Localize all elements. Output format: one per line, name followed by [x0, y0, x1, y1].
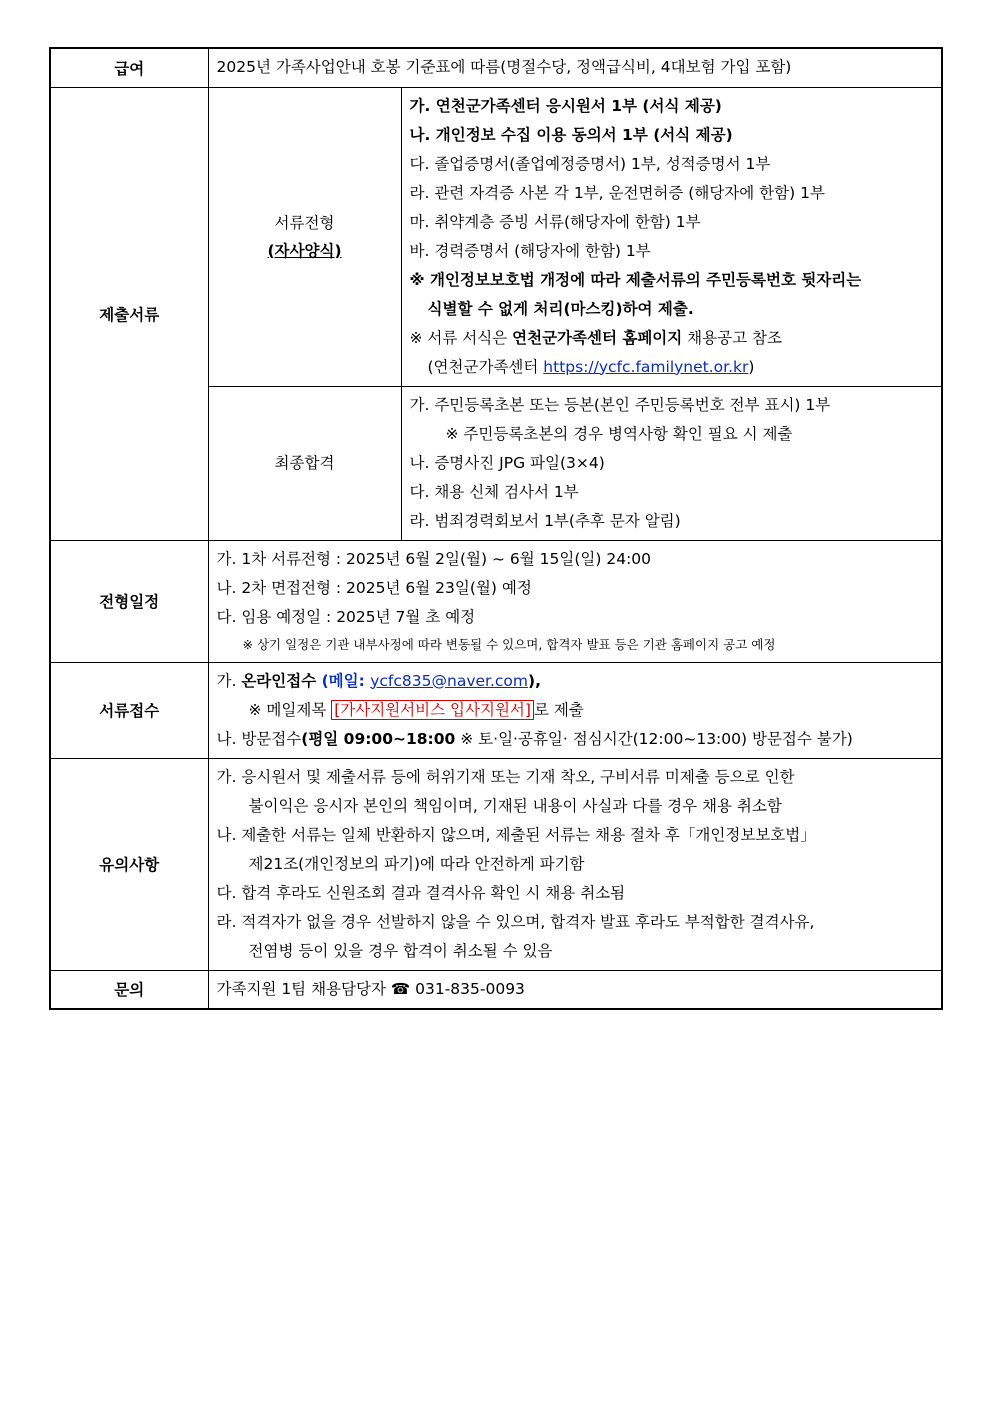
schedule-item: 나. 2차 면접전형 : 2025년 6월 23일(월) 예정 [216, 578, 532, 597]
schedule-item: 다. 임용 예정일 : 2025년 7월 초 예정 [216, 607, 476, 626]
online-receipt [217, 667, 934, 696]
visit-prefix: 나. 방문접수 [216, 729, 302, 748]
schedule-note: ※ 상기 일정은 기관 내부사정에 따라 변동될 수 있으며, 합격자 발표 등은 기관 홈페이지 공고 예정 [242, 636, 776, 652]
screening-documents-list [401, 87, 942, 386]
note-line: 나. 제출한 서류는 일체 반환하지 않으며, 제출된 서류는 채용 절차 후「개인정보보호법」 [216, 825, 816, 844]
mail-subject-note [217, 696, 934, 725]
note-line: 제21조(개인정보의 파기)에 따라 안전하게 파기함 [248, 854, 585, 873]
screening-item: 바. 경력증명서 (해당자에 한함) 1부 [409, 241, 651, 260]
salary-label: 급여 [50, 48, 208, 87]
recruitment-info-table [49, 47, 943, 1010]
salary-row [50, 48, 942, 87]
contact-line [217, 975, 934, 1004]
online-prefix: 가. [216, 671, 242, 690]
receipt-label: 서류접수 [50, 662, 208, 758]
note-line: 전염병 등이 있을 경우 합격이 취소될 수 있음 [248, 941, 553, 960]
contact-person: 가족지원 1팀 채용담당자 [216, 979, 391, 998]
email-link[interactable]: ycfc835@naver.com [370, 671, 529, 690]
final-item: 다. 채용 신체 검사서 1부 [409, 482, 579, 501]
final-documents-list [401, 386, 942, 540]
screening-item: 라. 관련 자격증 사본 각 1부, 운전면허증 (해당자에 한함) 1부 [409, 183, 825, 202]
phone-number: 031-835-0093 [410, 979, 525, 998]
final-label: 최종합격 [208, 386, 401, 540]
form-note-homepage: 연천군가족센터 홈페이지 [512, 328, 683, 347]
note-line: 라. 적격자가 없을 경우 선발하지 않을 수 있으며, 합격자 발표 후라도 부적합한 결격사유, [216, 912, 815, 931]
privacy-note-line1: ※ 개인정보보호법 개정에 따라 제출서류의 주민등록번호 뒷자리는 [409, 270, 862, 289]
screening-item: 나. 개인정보 수집 이용 동의서 1부 (서식 제공) [409, 125, 733, 144]
receipt-row [50, 662, 942, 758]
schedule-label: 전형일정 [50, 540, 208, 662]
online-label: 온라인접수 [241, 671, 317, 690]
homepage-note-prefix: (연천군가족센터 [427, 357, 544, 376]
final-item-note: ※ 주민등록초본의 경우 병역사항 확인 필요 시 제출 [445, 424, 793, 443]
screening-label-line1: 서류전형 [274, 213, 335, 232]
screening-item: 다. 졸업증명서(졸업예정증명서) 1부, 성적증명서 1부 [409, 154, 771, 173]
note-line: 다. 합격 후라도 신원조회 결과 결격사유 확인 시 채용 취소됨 [216, 883, 626, 902]
schedule-item: 가. 1차 서류전형 : 2025년 6월 2일(월) ~ 6월 15일(일) 24:00 [216, 549, 652, 568]
final-item: 나. 증명사진 JPG 파일(3×4) [409, 453, 605, 472]
mail-open: (메일: [316, 671, 371, 690]
notes-list [208, 758, 942, 970]
visit-hours: (평일 09:00~18:00 [301, 729, 456, 748]
screening-item: 가. 연천군가족센터 응시원서 1부 (서식 제공) [409, 96, 722, 115]
homepage-link[interactable]: https://ycfc.familynet.or.kr [543, 357, 749, 376]
notes-label: 유의사항 [50, 758, 208, 970]
contact-label: 문의 [50, 970, 208, 1009]
privacy-note-line2: 식별할 수 없게 처리(마스킹)하여 제출. [427, 299, 694, 318]
screening-label-line2: (자사양식) [267, 241, 342, 260]
documents-label: 제출서류 [50, 87, 208, 540]
notes-row [50, 758, 942, 970]
visit-suffix: ※ 토·일·공휴일· 점심시간(12:00~13:00) 방문접수 불가) [455, 729, 853, 748]
final-item: 가. 주민등록초본 또는 등본(본인 주민등록번호 전부 표시) 1부 [409, 395, 831, 414]
contact-info [208, 970, 942, 1009]
receipt-list [208, 662, 942, 758]
form-note-prefix: ※ 서류 서식은 [409, 328, 513, 347]
screening-label [208, 87, 401, 386]
note-line: 가. 응시원서 및 제출서류 등에 허위기재 또는 기재 착오, 구비서류 미제출 등으로 인한 [216, 767, 795, 786]
screening-item: 마. 취약계층 증빙 서류(해당자에 한함) 1부 [409, 212, 701, 231]
subject-prefix: ※ 메일제목 [248, 700, 332, 719]
schedule-row [50, 540, 942, 662]
final-item: 라. 범죄경력회보서 1부(추후 문자 알림) [409, 511, 681, 530]
form-note-suffix: 채용공고 참조 [682, 328, 782, 347]
schedule-list [208, 540, 942, 662]
mail-close: ), [528, 671, 541, 690]
salary-text: 2025년 가족사업안내 호봉 기준표에 따름(명절수당, 정액급식비, 4대보험 가입 포함) [216, 58, 792, 77]
subject-suffix: 로 제출 [533, 700, 584, 719]
note-line: 불이익은 응시자 본인의 책임이며, 기재된 내용이 사실과 다를 경우 채용 취소함 [248, 796, 782, 815]
phone-icon: ☎ [390, 979, 411, 998]
contact-row [50, 970, 942, 1009]
documents-screening-row [50, 87, 942, 386]
mail-subject-value: [가사지원서비스 입사지원서] [331, 700, 534, 720]
form-note [410, 324, 934, 353]
visit-receipt [217, 725, 934, 754]
homepage-note-suffix: ) [748, 357, 755, 376]
homepage-note [410, 353, 934, 382]
